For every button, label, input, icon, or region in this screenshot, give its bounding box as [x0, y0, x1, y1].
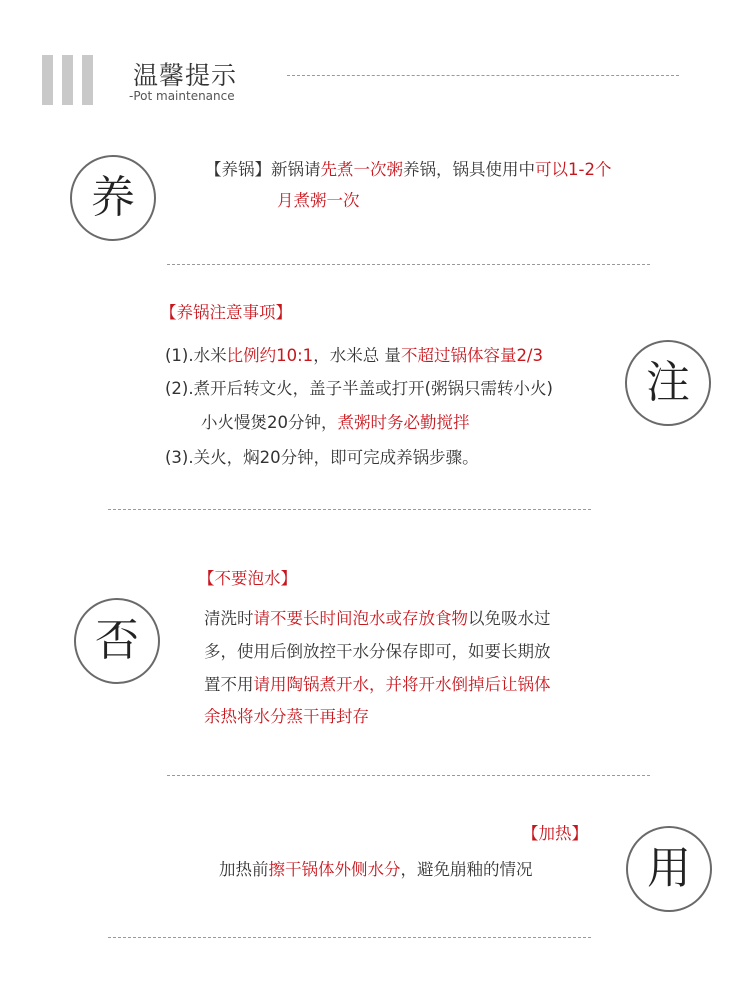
section-divider — [108, 937, 591, 938]
text-segment: ，水米总 量 — [313, 346, 401, 365]
text-line — [165, 348, 543, 365]
text-line — [204, 677, 551, 694]
text-segment: 小火慢煲20分钟， — [201, 413, 338, 432]
text-line — [204, 709, 369, 726]
section-icon-char: 养 — [91, 172, 135, 223]
text-segment: (3).关火，焖20分钟，即可完成养锅步骤。 — [165, 448, 479, 467]
text-line — [201, 415, 470, 432]
text-segment: (2).煮开后转文火，盖子半盖或打开(粥锅只需转小火) — [165, 379, 553, 398]
text-segment: 置不用 — [204, 675, 254, 694]
text-line — [219, 862, 533, 879]
text-line — [165, 450, 479, 467]
section-divider — [167, 775, 650, 776]
text-segment: 多，使用后倒放控干水分保存即可，如要长期放 — [204, 642, 551, 661]
text-segment: 加热前 — [219, 860, 269, 879]
page-subtitle: -Pot maintenance — [129, 89, 235, 103]
text-segment: 清洗时 — [204, 609, 254, 628]
text-segment-highlight: 煮粥时务必勤搅拌 — [337, 413, 470, 432]
text-segment: 以免吸水过 — [468, 609, 551, 628]
text-segment-highlight: 请不要长时间泡水或存放食物 — [253, 609, 468, 628]
section-icon-circle — [74, 598, 160, 684]
section-icon-circle — [626, 826, 712, 912]
section-icon-char: 否 — [95, 615, 139, 666]
text-line — [205, 162, 611, 179]
text-segment-highlight: 不超过锅体容量2/3 — [400, 346, 543, 365]
text-segment: (1).水米 — [165, 346, 227, 365]
section-heading: 【养锅注意事项】 — [160, 303, 292, 322]
text-segment-highlight: 先煮一次粥 — [320, 160, 403, 179]
text-line — [277, 193, 360, 210]
text-segment-highlight: 余热将水分蒸干再封存 — [204, 707, 369, 726]
section-icon-char: 用 — [647, 843, 691, 894]
text-segment-highlight: 月煮粥一次 — [277, 191, 360, 210]
text-segment: 新锅请 — [271, 160, 321, 179]
section-divider — [167, 264, 650, 265]
text-line — [165, 381, 553, 398]
text-segment-highlight: 请用陶锅煮开水，并将开水倒掉后让锅体 — [253, 675, 551, 694]
section-divider — [108, 509, 591, 510]
section-icon-char: 注 — [646, 357, 690, 408]
header-divider — [287, 75, 679, 76]
text-segment: 养锅，锅具使用中 — [403, 160, 535, 179]
text-line — [204, 644, 551, 661]
text-segment-highlight: 比例约10:1 — [226, 346, 314, 365]
text-segment: 【养锅】 — [205, 160, 271, 179]
text-segment: ，避免崩釉的情况 — [400, 860, 533, 879]
page-title: 温馨提示 — [133, 61, 238, 90]
text-segment-highlight: 可以1-2个 — [535, 160, 612, 179]
decor-bar — [62, 55, 73, 105]
text-segment-highlight: 擦干锅体外侧水分 — [268, 860, 401, 879]
section-icon-circle — [625, 340, 711, 426]
text-line — [204, 611, 551, 628]
section-heading: 【不要泡水】 — [198, 569, 297, 588]
section-heading: 【加热】 — [522, 824, 588, 843]
section-icon-circle — [70, 155, 156, 241]
decor-bar — [82, 55, 93, 105]
decor-bar — [42, 55, 53, 105]
